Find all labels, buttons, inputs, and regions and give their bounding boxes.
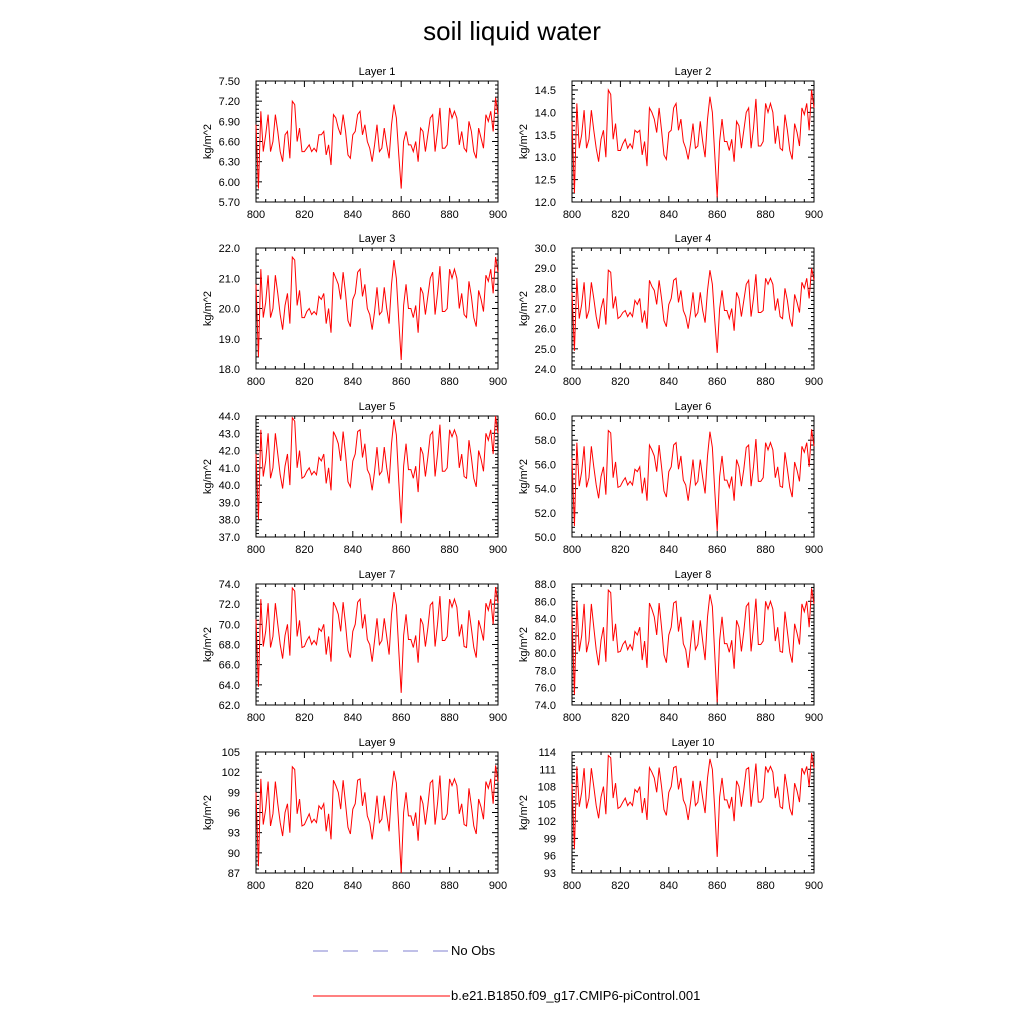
y-tick-label: 99 <box>543 833 556 846</box>
x-tick-label: 900 <box>804 712 824 724</box>
x-tick-label: 860 <box>392 209 411 221</box>
y-tick-label: 37.0 <box>218 532 240 544</box>
x-tick-label: 820 <box>611 544 630 556</box>
x-tick-label: 840 <box>659 712 678 724</box>
y-tick-label: 88.0 <box>534 579 556 591</box>
y-tick-label: 102 <box>221 767 240 780</box>
panel-title: Layer 5 <box>358 401 396 413</box>
y-tick-label: 114 <box>538 747 556 759</box>
y-axis-label: kg/m^2 <box>518 794 530 831</box>
panels-group <box>202 66 823 892</box>
y-tick-label: 13.5 <box>534 129 556 142</box>
y-tick-label: 56.0 <box>534 459 556 472</box>
panel-layer-3 <box>202 233 507 388</box>
y-tick-label: 22.0 <box>218 243 240 255</box>
y-tick-label: 62.0 <box>218 700 240 712</box>
y-tick-label: 5.70 <box>218 197 240 209</box>
y-tick-label: 74.0 <box>218 579 240 591</box>
x-tick-label: 820 <box>611 712 630 724</box>
x-tick-label: 860 <box>392 376 411 388</box>
x-tick-label: 820 <box>611 880 630 892</box>
y-tick-label: 30.0 <box>534 243 556 255</box>
panel-layer-8 <box>518 569 823 724</box>
x-tick-label: 820 <box>295 544 314 556</box>
x-tick-label: 800 <box>246 544 266 556</box>
panel-layer-7 <box>202 569 507 724</box>
y-tick-label: 39.0 <box>218 497 240 510</box>
x-tick-label: 840 <box>659 209 678 221</box>
y-tick-label: 96 <box>543 850 556 863</box>
y-tick-label: 93 <box>227 827 240 840</box>
y-tick-label: 43.0 <box>218 428 240 441</box>
y-tick-label: 50.0 <box>534 532 556 544</box>
legend-label-no-obs: No Obs <box>451 943 496 958</box>
x-tick-label: 900 <box>488 376 508 388</box>
plot-frame <box>256 81 498 202</box>
x-tick-label: 840 <box>343 712 362 724</box>
series-line-layer-10 <box>572 753 814 857</box>
y-axis-label: kg/m^2 <box>518 290 530 327</box>
series-line-layer-8 <box>572 588 814 702</box>
x-tick-label: 820 <box>295 209 314 221</box>
x-tick-label: 840 <box>659 880 678 892</box>
x-tick-label: 900 <box>804 880 824 892</box>
x-tick-label: 880 <box>440 880 459 892</box>
panel-title: Layer 7 <box>358 569 396 581</box>
x-tick-label: 880 <box>756 712 775 724</box>
x-tick-label: 860 <box>392 712 411 724</box>
y-tick-label: 18.0 <box>218 364 240 376</box>
y-axis-label: kg/m^2 <box>202 626 214 663</box>
panel-title: Layer 1 <box>358 66 396 78</box>
y-tick-label: 26.0 <box>534 323 556 336</box>
x-tick-label: 900 <box>488 712 508 724</box>
plot-frame <box>572 752 814 873</box>
y-tick-label: 54.0 <box>534 483 556 496</box>
y-tick-label: 21.0 <box>218 273 240 286</box>
y-tick-label: 82.0 <box>534 630 556 643</box>
y-tick-label: 111 <box>539 764 556 777</box>
panel-layer-6 <box>518 401 823 556</box>
y-tick-label: 6.30 <box>218 156 240 169</box>
panel-title: Layer 2 <box>674 66 712 78</box>
y-tick-label: 102 <box>537 816 556 829</box>
x-tick-label: 840 <box>343 880 362 892</box>
y-tick-label: 42.0 <box>218 445 240 458</box>
x-tick-label: 880 <box>756 880 775 892</box>
x-tick-label: 860 <box>708 712 727 724</box>
x-tick-label: 820 <box>295 376 314 388</box>
x-tick-label: 840 <box>659 544 678 556</box>
y-tick-label: 20.0 <box>218 303 240 316</box>
y-tick-label: 14.0 <box>534 107 556 120</box>
y-tick-label: 41.0 <box>218 462 240 475</box>
x-tick-label: 800 <box>562 209 582 221</box>
panel-title: Layer 3 <box>358 233 396 245</box>
x-tick-label: 900 <box>488 209 508 221</box>
y-tick-label: 7.50 <box>218 76 240 88</box>
y-tick-label: 44.0 <box>218 411 240 423</box>
x-tick-label: 860 <box>708 880 727 892</box>
panel-layer-4 <box>518 233 823 388</box>
series-line-layer-6 <box>572 429 814 531</box>
panel-layer-2 <box>518 66 823 221</box>
y-tick-label: 99 <box>227 787 240 800</box>
y-tick-label: 12.5 <box>534 174 556 187</box>
series-line-layer-3 <box>256 257 498 360</box>
panel-title: Layer 8 <box>674 569 712 581</box>
y-tick-label: 66.0 <box>218 659 240 672</box>
y-tick-label: 74.0 <box>534 700 556 712</box>
y-tick-label: 19.0 <box>218 333 240 346</box>
y-tick-label: 6.90 <box>218 116 240 129</box>
x-tick-label: 860 <box>708 544 727 556</box>
y-tick-label: 76.0 <box>534 682 556 695</box>
x-tick-label: 900 <box>804 544 824 556</box>
y-tick-label: 93 <box>543 868 556 880</box>
y-axis-label: kg/m^2 <box>518 626 530 663</box>
x-tick-label: 900 <box>804 209 824 221</box>
x-tick-label: 800 <box>246 209 266 221</box>
y-axis-label: kg/m^2 <box>202 290 214 327</box>
y-tick-label: 24.0 <box>534 364 556 376</box>
y-tick-label: 70.0 <box>218 619 240 632</box>
x-tick-label: 820 <box>611 376 630 388</box>
y-tick-label: 96 <box>227 807 240 820</box>
y-axis-label: kg/m^2 <box>518 123 530 160</box>
y-tick-label: 90 <box>227 847 240 860</box>
series-line-layer-7 <box>256 587 498 693</box>
y-tick-label: 12.0 <box>534 197 556 209</box>
plot-frame <box>256 584 498 705</box>
series-line-layer-9 <box>256 765 498 873</box>
x-tick-label: 800 <box>246 376 266 388</box>
y-tick-label: 38.0 <box>218 514 240 527</box>
x-tick-label: 860 <box>392 544 411 556</box>
y-axis-label: kg/m^2 <box>202 458 214 495</box>
x-tick-label: 840 <box>343 376 362 388</box>
y-tick-label: 52.0 <box>534 507 556 520</box>
plot-frame <box>256 416 498 537</box>
x-tick-label: 900 <box>488 544 508 556</box>
y-axis-label: kg/m^2 <box>202 794 214 831</box>
figure-title: soil liquid water <box>423 16 601 46</box>
x-tick-label: 880 <box>756 376 775 388</box>
y-tick-label: 58.0 <box>534 435 556 448</box>
x-tick-label: 800 <box>246 712 266 724</box>
panel-layer-1 <box>202 66 507 221</box>
x-tick-label: 860 <box>708 376 727 388</box>
x-tick-label: 880 <box>440 209 459 221</box>
x-tick-label: 860 <box>708 209 727 221</box>
legend <box>313 943 700 1003</box>
x-tick-label: 820 <box>611 209 630 221</box>
series-line-layer-4 <box>572 268 814 353</box>
x-tick-label: 880 <box>756 209 775 221</box>
y-tick-label: 40.0 <box>218 480 240 493</box>
x-tick-label: 840 <box>343 209 362 221</box>
series-line-layer-1 <box>256 98 498 189</box>
panel-title: Layer 4 <box>674 233 712 245</box>
x-tick-label: 880 <box>756 544 775 556</box>
panel-layer-5 <box>202 401 507 556</box>
panel-title: Layer 6 <box>674 401 712 413</box>
legend-label-model: b.e21.B1850.f09_g17.CMIP6-piControl.001 <box>451 988 701 1003</box>
x-tick-label: 820 <box>295 712 314 724</box>
y-tick-label: 105 <box>537 798 556 811</box>
y-tick-label: 64.0 <box>218 679 240 692</box>
x-tick-label: 880 <box>440 376 459 388</box>
y-tick-label: 27.0 <box>534 303 556 316</box>
panel-title: Layer 9 <box>358 737 396 749</box>
x-tick-label: 800 <box>562 712 582 724</box>
y-tick-label: 78.0 <box>534 665 556 678</box>
y-tick-label: 108 <box>537 781 556 794</box>
y-tick-label: 13.0 <box>534 152 556 165</box>
panel-layer-9 <box>202 737 507 892</box>
y-tick-label: 87 <box>227 868 240 880</box>
y-axis-label: kg/m^2 <box>202 123 214 160</box>
series-line-layer-5 <box>256 416 498 523</box>
plot-frame <box>572 248 814 369</box>
x-tick-label: 800 <box>562 376 582 388</box>
x-tick-label: 820 <box>295 880 314 892</box>
y-tick-label: 80.0 <box>534 648 556 661</box>
x-tick-label: 800 <box>246 880 266 892</box>
y-tick-label: 84.0 <box>534 613 556 626</box>
y-tick-label: 25.0 <box>534 343 556 356</box>
y-tick-label: 68.0 <box>218 639 240 652</box>
y-tick-label: 60.0 <box>534 411 556 423</box>
y-tick-label: 28.0 <box>534 283 556 296</box>
panel-layer-10 <box>518 737 823 892</box>
panel-title: Layer 10 <box>671 737 715 749</box>
x-tick-label: 880 <box>440 712 459 724</box>
y-tick-label: 14.5 <box>534 84 556 97</box>
x-tick-label: 840 <box>343 544 362 556</box>
x-tick-label: 900 <box>488 880 508 892</box>
y-tick-label: 72.0 <box>218 599 240 612</box>
y-tick-label: 6.00 <box>218 176 240 189</box>
x-tick-label: 800 <box>562 880 582 892</box>
x-tick-label: 840 <box>659 376 678 388</box>
y-axis-label: kg/m^2 <box>518 458 530 495</box>
y-tick-label: 29.0 <box>534 263 556 276</box>
x-tick-label: 880 <box>440 544 459 556</box>
x-tick-label: 900 <box>804 376 824 388</box>
y-tick-label: 7.20 <box>218 96 240 109</box>
y-tick-label: 105 <box>221 747 240 759</box>
y-tick-label: 86.0 <box>534 596 556 609</box>
series-line-layer-2 <box>572 90 814 198</box>
x-tick-label: 800 <box>562 544 582 556</box>
y-tick-label: 6.60 <box>218 136 240 149</box>
x-tick-label: 860 <box>392 880 411 892</box>
